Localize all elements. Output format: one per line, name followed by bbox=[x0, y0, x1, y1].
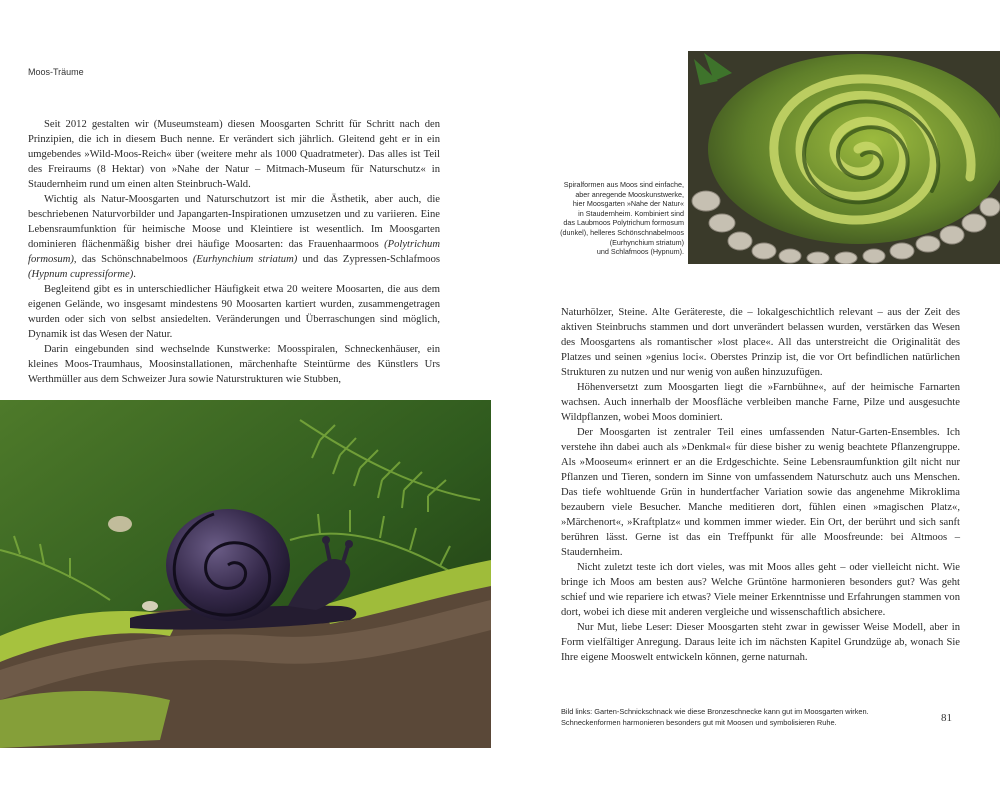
photo-caption-spiral bbox=[522, 180, 684, 257]
photo-caption-snail bbox=[561, 707, 921, 728]
caption-line: hier Moosgarten »Nahe der Natur« bbox=[572, 199, 684, 209]
left-text-column bbox=[28, 117, 440, 387]
caption-line: und Schlafmoos (Hypnum). bbox=[596, 247, 684, 257]
caption-line: das Laubmoos Polytrichum formosum bbox=[563, 218, 684, 228]
paragraph: Wichtig als Natur-Moosgarten und Naturschutzort ist mir die Ästhetik, aber auch, die beschriebenen Naturvorbilder und Japangarten-Inspirationen umzusetzen und zu variieren. Eine Lebensraumfunktion für heimische Moose und Kleintiere ist wesentlich. Im Moosgarten dominieren flächenmäßig bisher drei häufige Moosarten: das Frauenhaarmoos (Polytrichum formosum), das Schönschnabelmoos (Eurhynchium striatum) und das Zypressen-Schlafmoos (Hypnum cupressiforme). bbox=[28, 194, 440, 280]
bronze-snail-photo bbox=[0, 400, 491, 748]
paragraph: Nur Mut, liebe Leser: Dieser Moosgarten steht zwar in gewisser Weise Modell, aber in Form vielfältiger Anregung. Daraus leite ich im nächsten Kapitel Grundzüge ab, wonach Sie Ihre eigene Mooswelt entwickeln können, gerne naturnah. bbox=[561, 622, 960, 663]
caption-line: (Eurhynchium striatum) bbox=[609, 237, 684, 247]
running-head: Moos-Träume bbox=[28, 67, 84, 77]
caption-line: (dunkel), helleres Schönschnabelmoos bbox=[560, 227, 684, 237]
page-number: 81 bbox=[941, 712, 952, 724]
caption-line: in Staudernheim. Kombiniert sind bbox=[578, 208, 684, 218]
caption-line: Bild links: Garten-Schnickschnack wie diese Bronzeschnecke kann gut im Moosgarten wirken. bbox=[561, 707, 869, 716]
moss-spiral-photo bbox=[688, 51, 1000, 264]
paragraph: Nicht zuletzt teste ich dort vieles, was mit Moos alles geht – oder vielleicht nicht. Wie bringe ich Moos am besten aus? Welche Grüntöne harmonieren besonders gut? Was geht schief und wie repariere ich etwas? Viele meiner Erkenntnisse und Erfahrungen stammen von dort, wobei ich diese mit anderen vergleiche und wissenschaftlich absichere. bbox=[561, 562, 960, 618]
paragraph: Begleitend gibt es in unterschiedlicher Häufigkeit etwa 20 weitere Moosarten, die aus dem eigenen Gelände, wo insgesamt mindestens 90 Moosarten kartiert wurden, zusammengetragen wurden oder sich von selbst ansiedelten. Veränderungen und Überraschungen sind möglich, Dynamik ist das Wesen der Natur. bbox=[28, 284, 440, 340]
paragraph: Naturhölzer, Steine. Alte Gerätereste, die – lokalgeschichtlich relevant – aus der Zeit des aktiven Steinbruchs stammen und dort unverändert belassen wurden, verstärken das Wesen des Moosgartens als romantischer »lost place«. All das unterstreicht die Originalität des Platzes und seinen »genius loci«. Oberstes Prinzip ist, die vor Ort befindlichen natürlichen Strukturen zu nutzen und nur wenig von außen hinzuzufügen. bbox=[561, 307, 960, 378]
paragraph: Darin eingebunden sind wechselnde Kunstwerke: Moosspiralen, Schneckenhäuser, ein kleines Moos-Traumhaus, Moosinstallationen, märchenhafte Steintürme des Künstlers Urs Werthmüller aus dem Schweizer Jura sowie Naturstrukturen wie Stubben, bbox=[28, 344, 440, 385]
caption-line: Spiralformen aus Moos sind einfache, bbox=[563, 180, 684, 189]
caption-line: Schneckenformen harmonieren besonders gut mit Moosen und symbolisieren Ruhe. bbox=[561, 717, 837, 727]
paragraph: Der Moosgarten ist zentraler Teil eines umfassenden Natur-Garten-Ensembles. Ich verstehe ihn dabei auch als »Denkmal« für diese bisher zu wenig beachtete Pflanzengruppe. Als »Mooseum« erinnert er an die Erdgeschichte. Seine Lebensraumfunktion gilt nicht nur Pflanzen und Tieren, sondern im Sinne von umfassendem Naturschutz auch uns Menschen. Das tiefe wohltuende Grün in hundertfacher Variation sowie das angenehme Mikroklima bezaubern viele Besucher. Manche meditieren dort, fühlen einen »magischen Platz«, »Märchenort«, »Kraftplatz« und kommen immer wieder. Ein Ort, der berührt und sich sanft berühren lässt. Gerne ist das ein Treffpunkt für alle Moosfreunde: bei Altmoos – Staudernheim. bbox=[561, 427, 960, 558]
caption-line: aber anregende Mooskunstwerke, bbox=[575, 189, 684, 199]
right-text-column bbox=[561, 305, 960, 665]
paragraph: Höhenversetzt zum Moosgarten liegt die »Farnbühne«, auf der heimische Farnarten wachsen. Auch innerhalb der Moosfläche verbleiben manche Farne, Pilze und ausgesuchte Wildpflanzen, wobei Moos dominiert. bbox=[561, 382, 960, 423]
paragraph: Seit 2012 gestalten wir (Museumsteam) diesen Moosgarten Schritt für Schritt nach den Prinzipien, die ich in diesem Buch nenne. Er verändert sich jährlich. Gleitend geht er in ein umgebendes »Wild-Moos-Reich« über (weitere mehr als 1000 Quadratmeter). Das alles ist Teil des Freiraums (8 Hektar) von »Nahe der Natur – Mitmach-Museum für Naturschutz« in Staudernheim rund um einen alten Steinbruch-Wald. bbox=[28, 119, 440, 190]
